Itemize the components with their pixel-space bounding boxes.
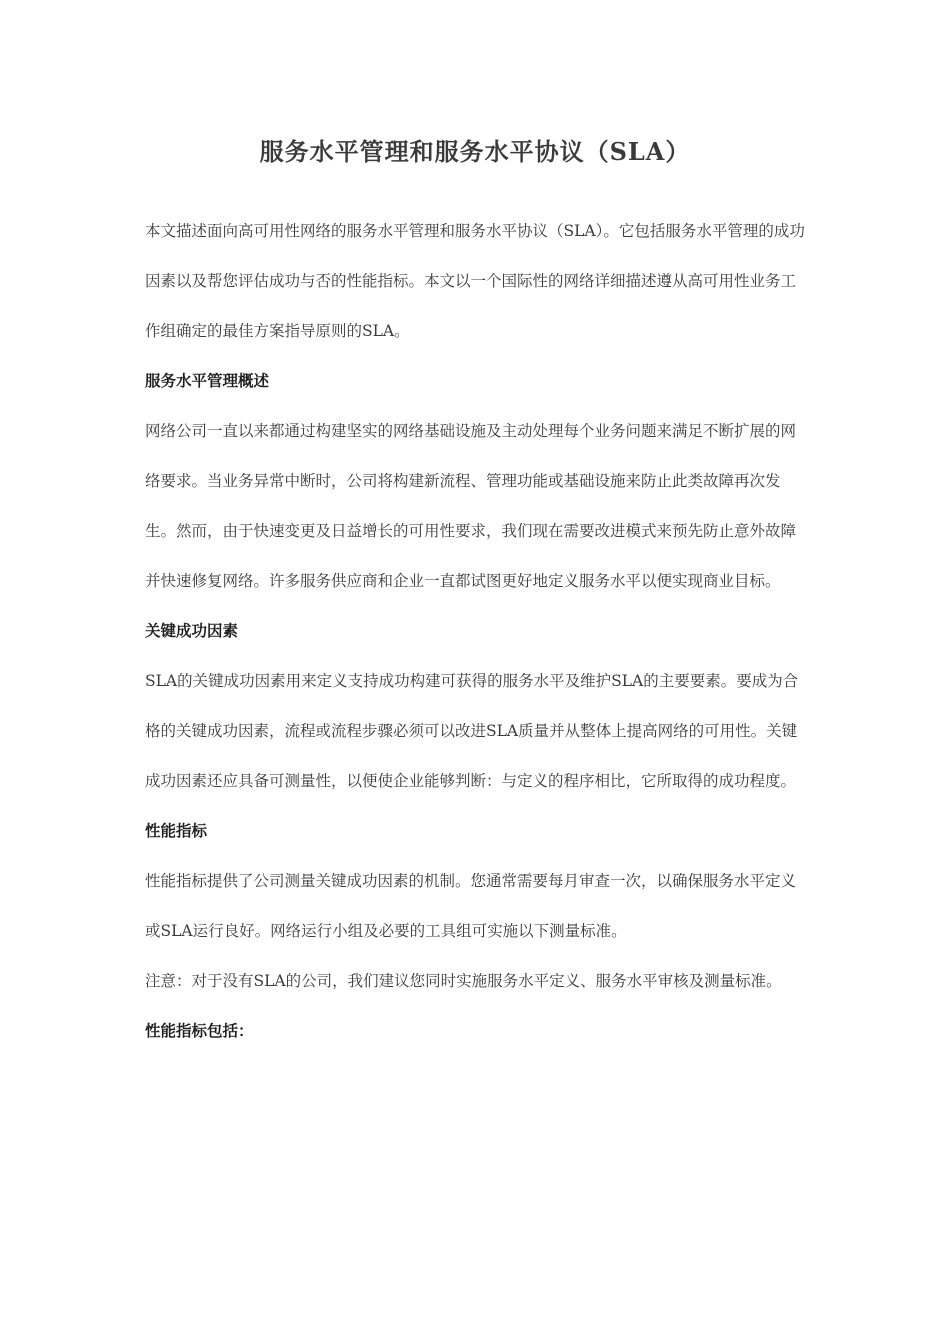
document-title: 服务水平管理和服务水平协议（SLA） xyxy=(259,137,691,166)
section-heading-indicators-include: 性能指标包括： xyxy=(145,1022,254,1040)
section-heading-overview: 服务水平管理概述 xyxy=(145,372,270,390)
success-factors-paragraph: SLA的关键成功因素用来定义支持成功构建可获得的服务水平及维护SLA的主要要素。要成为合格的关键成功因素，流程或流程步骤必须可以改进SLA质量并从整体上提高网络的可用性。关键成功因素还应具备可测量性，以便使企业能够判断：与定义的程序相比，它所取得的成功程度。 xyxy=(145,672,799,790)
intro-paragraph: 本文描述面向高可用性网络的服务水平管理和服务水平协议（SLA）。它包括服务水平管理的成功因素以及帮您评估成功与否的性能指标。本文以一个国际性的网络详细描述遵从高可用性业务工作组确定的最佳方案指导原则的SLA。 xyxy=(145,222,805,340)
document-body xyxy=(145,206,805,1056)
overview-paragraph: 网络公司一直以来都通过构建坚实的网络基础设施及主动处理每个业务问题来满足不断扩展的网络要求。当业务异常中断时，公司将构建新流程、管理功能或基础设施来防止此类故障再次发生。然而，由于快速变更及日益增长的可用性要求，我们现在需要改进模式来预先防止意外故障并快速修复网络。许多服务供应商和企业一直都试图更好地定义服务水平以便实现商业目标。 xyxy=(145,422,797,590)
note-paragraph: 注意：对于没有SLA的公司，我们建议您同时实施服务水平定义、服务水平审核及测量标准。 xyxy=(145,972,782,990)
performance-indicators-paragraph: 性能指标提供了公司测量关键成功因素的机制。您通常需要每月审查一次，以确保服务水平定义或SLA运行良好。网络运行小组及必要的工具组可实施以下测量标准。 xyxy=(145,872,797,940)
section-heading-success-factors: 关键成功因素 xyxy=(145,622,239,640)
section-heading-performance-indicators: 性能指标 xyxy=(145,822,208,840)
